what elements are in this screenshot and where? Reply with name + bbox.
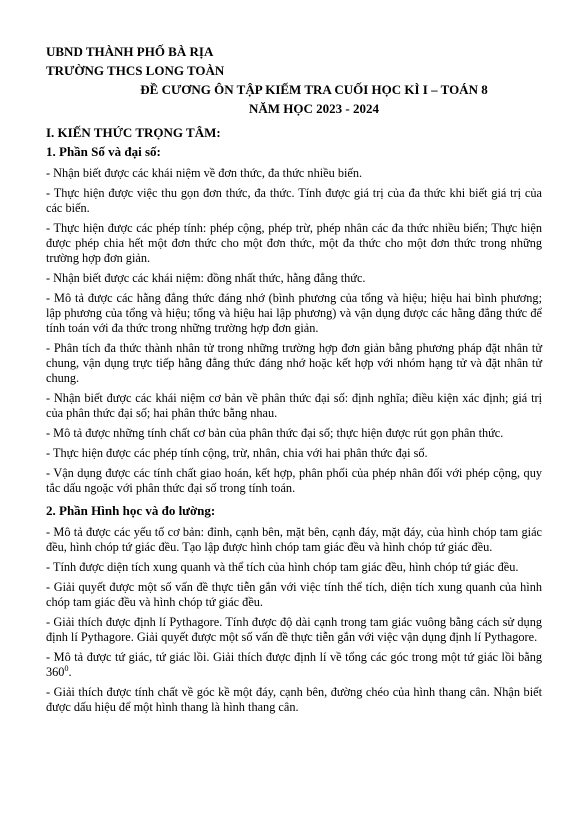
- list-item: - Mô tả được các yếu tố cơ bản: đỉnh, cạnh bên, mặt bên, cạnh đáy, mặt đáy, của hình chóp tam giác đều, hình chóp tứ giác đều. Tạo lập được hình chóp tam giác đều và hình chóp tứ giác đều.: [46, 525, 542, 554]
- document-title: ĐỀ CƯƠNG ÔN TẬP KIẾM TRA CUỐI HỌC KÌ I – TOÁN 8: [140, 82, 488, 97]
- section-heading: I. KIẾN THỨC TRỌNG TÂM:: [46, 125, 221, 140]
- angle-sum-text: - Mô tả được tứ giác, tứ giác lồi. Giải thích được định lí về tổng các góc trong một tứ giác lồi bằng 360: [46, 650, 542, 679]
- list-item: - Mô tả được những tính chất cơ bản của phân thức đại số; thực hiện được rút gọn phân thức.: [46, 426, 504, 440]
- part2-heading: 2. Phần Hình học và đo lường:: [46, 503, 216, 518]
- school-name: TRƯỜNG THCS LONG TOÀN: [46, 63, 225, 78]
- list-item: - Nhận biết được các khái niệm về đơn thức, đa thức nhiều biến.: [46, 166, 363, 180]
- list-item-angle-sum: [46, 650, 542, 680]
- list-item: - Giải quyết được một số vấn đề thực tiễn gắn với việc tính thể tích, diện tích xung quanh của hình chóp tam giác đều và hình chóp tứ giác đều.: [46, 580, 542, 609]
- authority-name: UBND THÀNH PHỐ BÀ RỊA: [46, 44, 214, 59]
- list-item: - Phân tích đa thức thành nhân tử trong những trường hợp đơn giản bằng phương pháp đặt nhân tử chung, vận dụng trực tiếp hằng đẳng thức đáng nhớ hoặc kết hợp với nhóm hạng tử và đặt nhân tử chung.: [46, 341, 542, 385]
- list-item: - Nhận biết được các khái niệm: đồng nhất thức, hằng đẳng thức.: [46, 271, 366, 285]
- list-item: - Nhận biết được các khái niệm cơ bản về phân thức đại số: định nghĩa; điều kiện xác định; giá trị của phân thức đại số; hai phân thức bằng nhau.: [46, 391, 542, 420]
- angle-sum-period: .: [68, 665, 72, 679]
- school-year: NĂM HỌC 2023 - 2024: [249, 101, 379, 116]
- list-item: - Thực hiện được các phép tính cộng, trừ, nhân, chia với hai phân thức đại số.: [46, 446, 428, 460]
- list-item: - Vận dụng được các tính chất giao hoán, kết hợp, phân phối của phép nhân đối với phép cộng, quy tắc dấu ngoặc với phân thức đại số trong tính toán.: [46, 466, 542, 495]
- document-page: [46, 42, 542, 715]
- list-item: - Tính được diện tích xung quanh và thể tích của hình chóp tam giác đều, hình chóp tứ giác đều.: [46, 560, 519, 574]
- list-item: - Thực hiện được việc thu gọn đơn thức, đa thức. Tính được giá trị của đa thức khi biết giá trị của các biến.: [46, 186, 542, 215]
- list-item: - Mô tả được các hằng đẳng thức đáng nhớ (bình phương của tổng và hiệu; hiệu hai bình phương; lập phương của tổng và hiệu; tổng và hiệu hai lập phương) và vận dụng được các hằng đẳng thức để tính toán với đa thức trong những trường hợp đơn giản.: [46, 291, 542, 335]
- list-item: - Giải thích được định lí Pythagore. Tính được độ dài cạnh trong tam giác vuông bằng cách sử dụng định lí Pythagore. Giải quyết được một số vấn đề thực tiễn gắn với việc vận dụng định lí Pythagore.: [46, 615, 542, 644]
- degree-superscript: 0: [64, 663, 69, 673]
- list-item: - Thực hiện được các phép tính: phép cộng, phép trừ, phép nhân các đa thức nhiều biến; Thực hiện được phép chia hết một đơn thức cho một đơn thức, một đa thức cho một đơn thức trong những trường hợp đơn giản.: [46, 221, 542, 265]
- part1-heading: 1. Phần Số và đại số:: [46, 144, 161, 159]
- list-item: - Giải thích được tính chất về góc kề một đáy, cạnh bên, đường chéo của hình thang cân. Nhận biết được dấu hiệu để một hình thang là hình thang cân.: [46, 685, 542, 714]
